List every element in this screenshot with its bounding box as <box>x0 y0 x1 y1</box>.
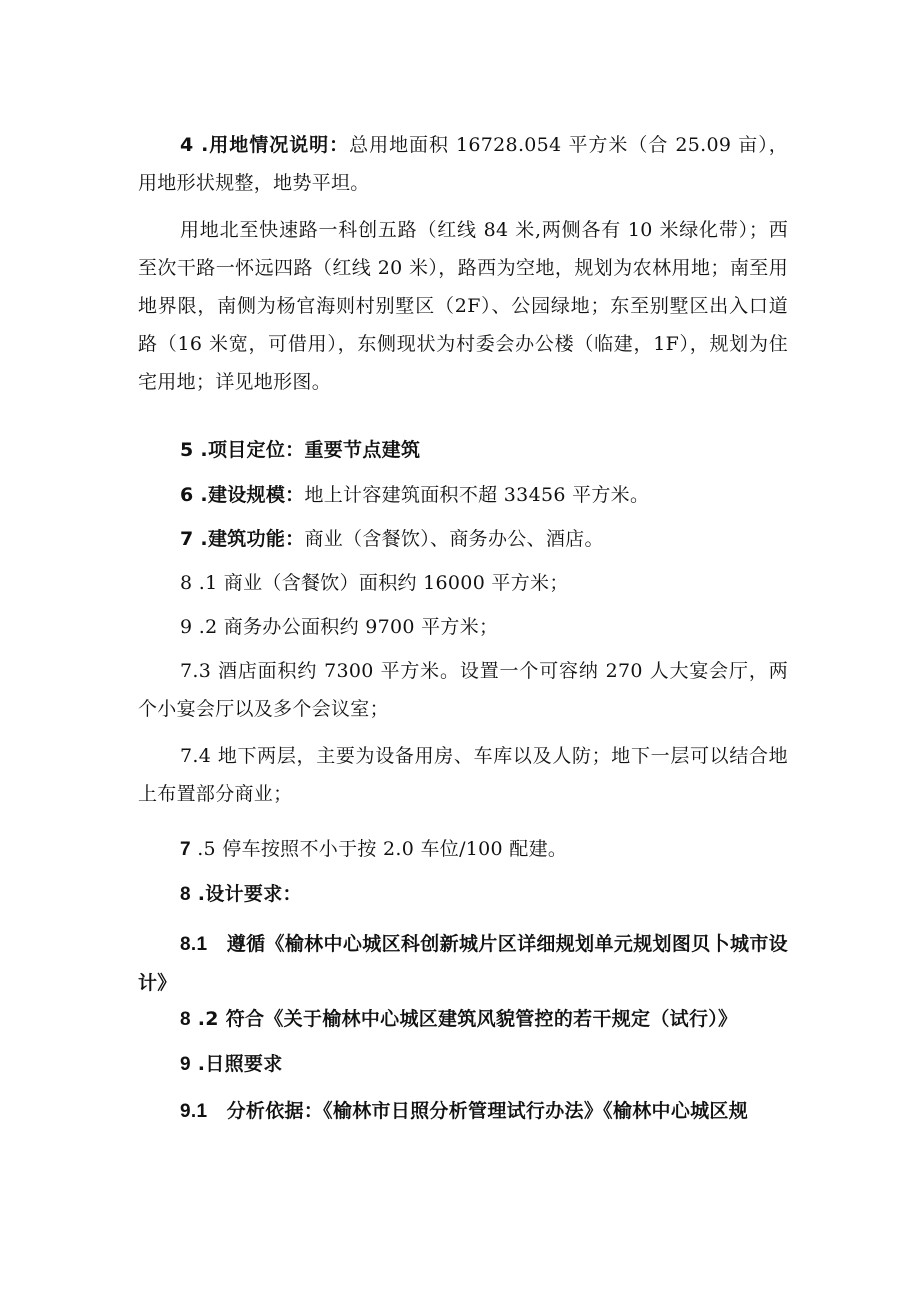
paragraph-parking <box>138 830 788 869</box>
paragraph-design-follow <box>138 925 788 1002</box>
paragraph-sunlight-requirements <box>138 1045 788 1084</box>
building-function-text: 商业（含餐饮）、商务办公、酒店。 <box>304 528 604 550</box>
sunlight-basis-number: 9.1 <box>180 1101 208 1122</box>
construction-scale-text: 地上计容建筑面积不超 33456 平方米。 <box>304 484 650 506</box>
paragraph-land-use <box>138 126 788 202</box>
heading-building-function: 7 .建筑功能： <box>180 528 305 550</box>
paragraph-project-positioning: 5 .项目定位：重要节点建筑 <box>180 439 421 461</box>
design-requirements-text: .设计要求： <box>190 883 302 905</box>
heading-construction-scale: 6 .建设规模： <box>180 484 305 506</box>
paragraph-sunlight-basis <box>138 1092 788 1131</box>
design-comply-number: 8 <box>180 1009 191 1030</box>
heading-land-use: 4 .用地情况说明： <box>180 134 350 156</box>
paragraph-site-boundaries: 用地北至快速路一科创五路（红线 84 米,两侧各有 10 米绿化带）；西至次干路一怀远四路（红线 20 米），路西为空地，规划为农林用地；南至用地界限，南侧为杨官海则村别墅区（2F）、公园绿地；东至别墅区出入口道路（16 米宽，可借用），东侧现状为村委会办公楼（临建，1F），规划为住宅用地；详见地形图。 <box>138 219 788 393</box>
parking-number: 7 <box>180 839 191 860</box>
paragraph-hotel-area: 7.3 酒店面积约 7300 平方米。设置一个可容纳 270 人大宴会厅，两个小宴会厅以及多个会议室； <box>138 660 788 720</box>
paragraph-commercial-area: 8 .1 商业（含餐饮）面积约 16000 平方米； <box>180 572 569 594</box>
paragraph-basement: 7.4 地下两层，主要为设备用房、车库以及人防；地下一层可以结合地上布置部分商业； <box>138 745 788 805</box>
parking-text: .5 停车按照不小于按 2.0 车位/100 配建。 <box>190 838 568 860</box>
sunlight-requirements-text: .日照要求 <box>190 1053 283 1075</box>
design-requirements-number: 8 <box>180 884 191 905</box>
land-use-text: 总用地面积 16728.054 平方米（合 25.09 亩），用地形状规整，地势平坦。 <box>138 134 788 194</box>
sunlight-basis-text: 分析依据：《榆林市日照分析管理试行办法》《榆林中心城区规 <box>207 1100 749 1122</box>
design-follow-number: 8.1 <box>180 934 208 955</box>
paragraph-office-area: 9 .2 商务办公面积约 9700 平方米； <box>180 616 499 638</box>
design-follow-text: 遵循《榆林中心城区科创新城片区详细规划单元规划图贝卜城市设计》 <box>138 933 788 994</box>
paragraph-building-function <box>138 520 788 558</box>
paragraph-construction-scale <box>138 476 788 514</box>
sunlight-requirements-number: 9 <box>180 1054 191 1075</box>
design-comply-text: .2 符合《关于榆林中心城区建筑风貌管控的若干规定（试行）》 <box>190 1008 738 1030</box>
paragraph-design-requirements <box>138 875 788 914</box>
paragraph-design-comply <box>138 1000 788 1039</box>
